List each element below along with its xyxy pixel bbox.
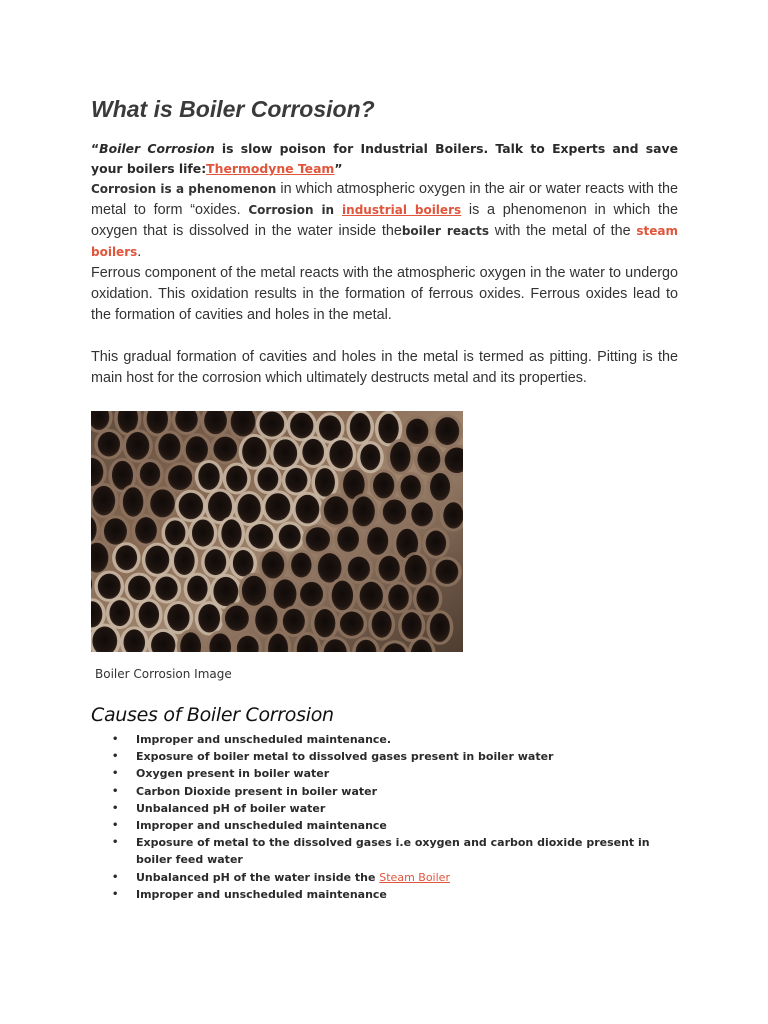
tube-hole: [205, 549, 227, 575]
bullet-icon: •: [112, 785, 119, 797]
p1-bold-boiler-reacts: boiler reacts: [401, 224, 490, 238]
tube-hole: [373, 472, 394, 498]
tube-hole: [128, 576, 150, 601]
tube-hole: [198, 463, 219, 490]
tube-hole: [430, 613, 450, 642]
tube-hole: [417, 446, 440, 473]
tube-hole: [291, 553, 311, 578]
tube-hole: [436, 560, 459, 584]
list-item: [91, 869, 678, 886]
image-caption: Boiler Corrosion Image: [95, 667, 232, 681]
tube-hole: [116, 545, 138, 570]
tube-hole: [350, 413, 371, 442]
tube-hole: [225, 605, 249, 631]
close-quote: ”: [334, 161, 343, 176]
tube-hole: [259, 411, 284, 436]
tube-hole: [198, 604, 220, 632]
tube-hole: [340, 611, 364, 635]
tube-hole: [337, 526, 359, 551]
tube-hole: [273, 439, 297, 467]
tube-hole: [383, 499, 406, 524]
paragraph-ferrous-oxidation: Ferrous component of the metal reacts with the atmospheric oxygen in the water to undergo oxidation. This oxidation results in the formation of ferrous oxides. Ferrous oxides lead to the formation of cavities and holes in the metal.: [91, 265, 678, 323]
intro-text: is slow poison for Industrial Boilers. Talk to Experts and save your boilers life:: [91, 141, 678, 176]
tube-hole: [426, 531, 446, 556]
bullet-icon: •: [112, 768, 119, 780]
cause-text: Exposure of metal to the dissolved gases i.e oxygen and carbon dioxide present in boiler feed water: [136, 836, 650, 867]
tube-hole: [238, 494, 261, 523]
tube-hole: [352, 496, 374, 526]
tube-hole: [332, 581, 353, 611]
tube-hole: [213, 437, 237, 462]
tube-hole: [302, 439, 324, 465]
tube-hole: [174, 547, 195, 575]
tube-hole: [265, 493, 290, 520]
tube-hole: [145, 546, 169, 574]
tube-hole: [435, 417, 459, 445]
tube-hole: [402, 612, 422, 639]
thermodyne-team-link[interactable]: Thermodyne Team: [206, 161, 335, 176]
steam-boiler-link[interactable]: Steam Boiler: [379, 870, 450, 884]
cause-text: Carbon Dioxide present in boiler water: [136, 784, 378, 798]
tube-hole: [150, 489, 175, 517]
cause-text: Improper and unscheduled maintenance: [136, 887, 387, 901]
tube-hole: [348, 557, 370, 582]
tube-hole: [257, 467, 278, 491]
list-item: [91, 817, 678, 834]
tube-hole: [315, 468, 335, 497]
tube-hole: [158, 433, 180, 460]
tube-hole: [186, 436, 208, 463]
tube-hole: [168, 465, 192, 490]
tube-hole: [430, 473, 450, 501]
tube-hole: [135, 517, 157, 544]
causes-heading: Causes of Boiler Corrosion: [91, 704, 334, 726]
tube-hole: [104, 518, 127, 544]
bullet-icon: •: [112, 734, 119, 745]
causes-list: [91, 731, 678, 903]
tube-hole: [165, 520, 185, 545]
tube-hole: [226, 466, 247, 492]
tube-hole: [187, 576, 207, 602]
tube-hole: [405, 555, 427, 585]
tube-hole: [279, 524, 301, 548]
tube-hole: [262, 551, 285, 578]
intro-emphasis: Boiler Corrosion: [99, 141, 215, 156]
cause-text: Improper and unscheduled maintenance: [136, 819, 387, 833]
tube-hole: [360, 582, 383, 610]
cause-text: Improper and unscheduled maintenance.: [136, 733, 392, 746]
cause-text: Unbalanced pH of boiler water: [136, 801, 326, 815]
bullet-icon: •: [112, 871, 119, 883]
corroded-tube-sheet-image: [91, 411, 463, 652]
industrial-boilers-link[interactable]: industrial boilers: [342, 203, 462, 217]
tube-hole: [411, 502, 433, 526]
tube-hole: [98, 432, 120, 457]
bullet-icon: •: [112, 802, 119, 814]
p1-text-1: in which atmospheric oxygen in the air or water reacts with the metal to form “oxides.: [91, 181, 678, 218]
tube-hole: [378, 414, 398, 444]
tube-hole: [233, 550, 254, 576]
tube-hole: [401, 475, 421, 499]
bullet-icon: •: [112, 888, 119, 900]
list-item: [91, 886, 678, 903]
steam-boilers-link[interactable]: steam boilers: [91, 224, 678, 259]
tube-hole: [242, 576, 266, 606]
cause-text: Oxygen present in boiler water: [136, 767, 330, 781]
boiler-corrosion-photo: [91, 411, 463, 652]
bullet-icon: •: [112, 751, 119, 763]
list-item: [91, 748, 678, 765]
tube-hole: [126, 432, 149, 460]
tube-hole: [274, 579, 297, 608]
tube-hole: [140, 462, 160, 486]
p1-bold-phrase: Corrosion is a phenomenon: [91, 182, 277, 196]
tube-hole: [213, 577, 238, 606]
tube-hole: [367, 527, 388, 555]
tube-hole: [139, 602, 160, 628]
tube-hole: [192, 520, 214, 547]
p1-text-2: is a phenomenon in which the oxygen that is dissolved in the water inside the: [91, 202, 678, 239]
tube-hole: [390, 442, 410, 472]
tube-hole: [372, 611, 392, 638]
cause-text: Unbalanced pH of the water inside the: [136, 870, 380, 884]
cause-text: Exposure of boiler metal to dissolved gases present in boiler water: [136, 750, 554, 764]
tube-hole: [329, 440, 352, 468]
tube-hole: [379, 556, 400, 581]
p1-text-3: with the metal of the: [489, 223, 637, 239]
tube-hole: [318, 553, 342, 583]
list-item: [91, 765, 678, 782]
tube-hole: [167, 604, 189, 631]
tube-hole: [285, 468, 307, 493]
open-quote: “: [91, 141, 100, 156]
tube-hole: [388, 584, 409, 610]
bullet-icon: •: [112, 820, 119, 832]
tube-hole: [306, 527, 330, 551]
tube-hole: [360, 444, 380, 470]
paragraph-pitting: This gradual formation of cavities and holes in the metal is termed as pitting. Pitting is the main host for the corrosion which ultimately destructs metal and its properties.: [91, 349, 678, 386]
list-item: [91, 783, 678, 800]
p1-bold-corrosion-in: Corrosion in: [248, 203, 343, 217]
page-title: What is Boiler Corrosion?: [91, 96, 375, 122]
intro-quote: [91, 139, 678, 179]
tube-hole: [296, 495, 320, 524]
tube-hole: [283, 609, 305, 634]
bullet-icon: •: [112, 837, 119, 849]
tube-hole: [300, 582, 323, 606]
tube-hole: [416, 585, 438, 612]
tube-hole: [290, 413, 313, 439]
tube-hole: [324, 496, 348, 524]
tube-hole: [221, 519, 241, 547]
tube-hole: [406, 419, 428, 444]
tube-hole: [242, 437, 266, 467]
tube-hole: [92, 486, 115, 515]
tube-hole: [208, 492, 232, 521]
tube-hole: [179, 493, 203, 519]
tube-hole: [98, 574, 121, 599]
list-item: [91, 834, 678, 868]
p1-text-4: .: [137, 244, 142, 260]
tube-hole: [155, 577, 177, 601]
tube-hole: [443, 502, 463, 528]
paragraph-corrosion-definition: [91, 179, 678, 263]
tube-hole: [123, 487, 144, 516]
tube-hole: [109, 600, 130, 626]
tube-hole: [319, 415, 341, 440]
tube-hole: [249, 524, 274, 549]
tube-hole: [255, 605, 277, 634]
list-item: [91, 800, 678, 817]
tube-hole: [314, 609, 335, 637]
list-item: [91, 731, 678, 748]
